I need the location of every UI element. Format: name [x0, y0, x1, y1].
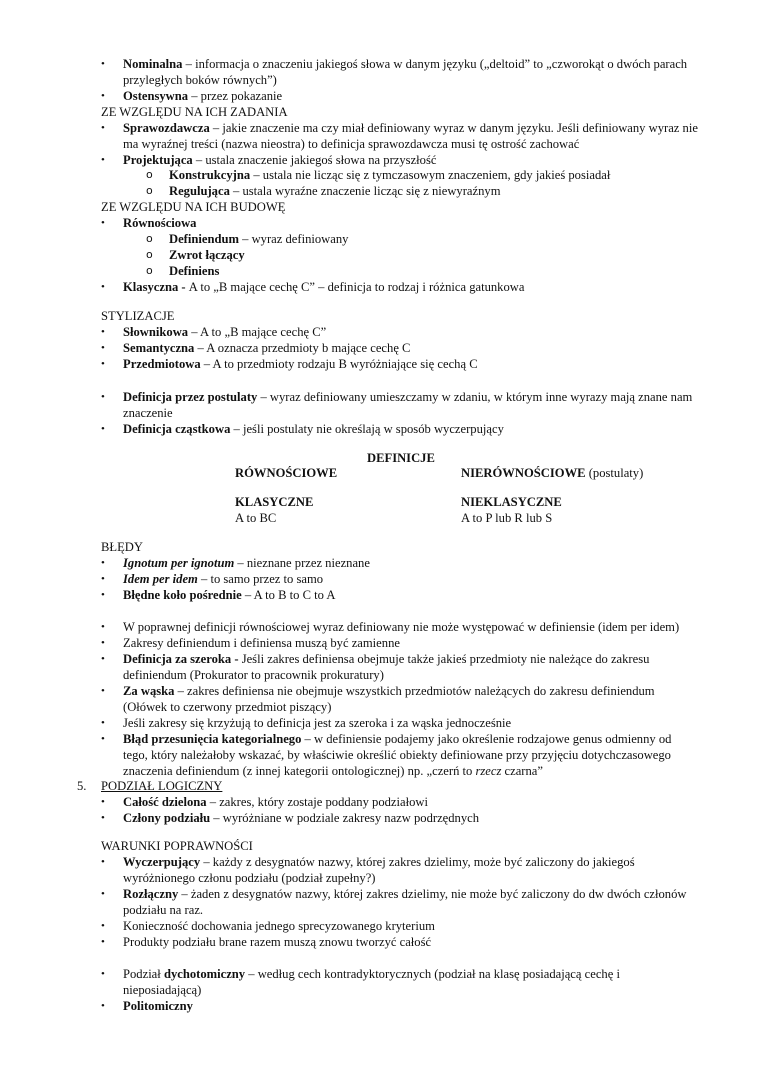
- list-item: Projektująca – ustala znaczenie jakiegoś słowa na przyszłość: [123, 153, 437, 167]
- list-item-continuation: znaczenia definiendum (z innej kategorii ontologicznej) np. „czerń to rzecz czarna”: [123, 764, 543, 778]
- table-cell: A to BC: [235, 511, 277, 525]
- section-heading: STYLIZACJE: [101, 309, 175, 323]
- list-item-continuation: ma wyraźnej treści (nazwa nieostra) to definicja sprawozdawcza musi tę ostrość zachować: [123, 137, 580, 151]
- bullet: •: [101, 717, 105, 729]
- section-heading: ZE WZGLĘDU NA ICH ZADANIA: [101, 105, 288, 119]
- list-item: Wyczerpujący – każdy z desygnatów nazwy, której zakres dzielimy, może być zaliczony do jakiegoś: [123, 855, 635, 869]
- list-item: W poprawnej definicji równościowej wyraz definiowany nie może występować w definiensie (idem per idem): [123, 620, 680, 634]
- bullet: •: [101, 733, 105, 745]
- bullet: •: [101, 358, 105, 370]
- list-item: Ignotum per ignotum – nieznane przez nieznane: [123, 556, 370, 570]
- bullet: •: [101, 856, 105, 868]
- list-item-continuation: (Ołówek to czerwony przedmiot piszący): [123, 700, 332, 714]
- list-item: Podział dychotomiczny – według cech kontradyktorycznych (podział na klasę posiadającą cechę i: [123, 967, 620, 981]
- list-item-continuation: tego, który należałoby wskazać, by właściwie określić obiekty definiowane przy przyjęciu dotychczasowego: [123, 748, 671, 762]
- section-heading: PODZIAŁ LOGICZNY: [101, 779, 223, 793]
- list-item: Produkty podziału brane razem muszą znowu tworzyć całość: [123, 935, 432, 949]
- list-item: Jeśli zakresy się krzyżują to definicja jest za szeroka i za wąska jednocześnie: [123, 716, 512, 730]
- bullet: •: [101, 342, 105, 354]
- list-item-continuation: nieposiadającą): [123, 983, 202, 997]
- list-item: Człony podziału – wyróżniane w podziale zakresy nazw podrzędnych: [123, 811, 480, 825]
- bullet: •: [101, 888, 105, 900]
- sub-bullet: o: [146, 232, 153, 245]
- bullet: •: [101, 217, 105, 229]
- list-item: Za wąska – zakres definiensa nie obejmuje wszystkich przedmiotów należących do zakresu definiendum: [123, 684, 655, 698]
- list-item: Konieczność dochowania jednego sprecyzowanego kryterium: [123, 919, 435, 933]
- list-item-continuation: znaczenie: [123, 406, 173, 420]
- bullet: •: [101, 920, 105, 932]
- bullet: •: [101, 812, 105, 824]
- list-item: Politomiczny: [123, 999, 193, 1013]
- bullet: •: [101, 1000, 105, 1012]
- list-item: Słownikowa – A to „B mające cechę C”: [123, 325, 327, 339]
- list-item: Błędne koło pośrednie – A to B to C to A: [123, 588, 336, 602]
- list-item-continuation: podziału na raz.: [123, 903, 204, 917]
- bullet: •: [101, 154, 105, 166]
- section-heading: ZE WZGLĘDU NA ICH BUDOWĘ: [101, 200, 286, 214]
- list-item-continuation: przyległych boków równych”): [123, 73, 277, 87]
- list-item: Zakresy definiendum i definiensa muszą być zamienne: [123, 636, 400, 650]
- list-item-continuation: definiendum (Prokurator to pracownik prokuratury): [123, 668, 384, 682]
- bullet: •: [101, 653, 105, 665]
- bullet: •: [101, 391, 105, 403]
- list-item: Sprawozdawcza – jakie znaczenie ma czy miał definiowany wyraz w danym języku. Jeśli definiowany wyraz nie: [123, 121, 698, 135]
- list-item: Ostensywna – przez pokazanie: [123, 89, 283, 103]
- list-item: Błąd przesunięcia kategorialnego – w definiensie podajemy jako określenie rodzajowe genus odmienny od: [123, 732, 672, 746]
- sub-bullet: o: [146, 184, 153, 197]
- section-heading: BŁĘDY: [101, 540, 143, 554]
- table-cell: NIEKLASYCZNE: [461, 495, 562, 509]
- table-title: DEFINICJE: [367, 451, 435, 465]
- sub-list-item: Konstrukcyjna – ustala nie licząc się z tymczasowym znaczeniem, gdy jakieś posiadał: [169, 168, 611, 182]
- list-item: Definicja cząstkowa – jeśli postulaty nie określają w sposób wyczerpujący: [123, 422, 504, 436]
- list-item: Definicja przez postulaty – wyraz definiowany umieszczamy w zdaniu, w którym inne wyrazy mają znane nam: [123, 390, 693, 404]
- sub-list-item: Definiendum – wyraz definiowany: [169, 232, 349, 246]
- list-item: Przedmiotowa – A to przedmioty rodzaju B wyróżniające się cechą C: [123, 357, 478, 371]
- sub-list-item: Zwrot łączący: [169, 248, 245, 262]
- table-cell: RÓWNOŚCIOWE: [235, 466, 338, 480]
- bullet: •: [101, 685, 105, 697]
- list-item: Równościowa: [123, 216, 197, 230]
- bullet: •: [101, 936, 105, 948]
- list-item: Nominalna – informacja o znaczeniu jakiegoś słowa w danym języku („deltoid” to „czworokąt o dwóch parach: [123, 57, 688, 71]
- list-item: Klasyczna - A to „B mające cechę C” – definicja to rodzaj i różnica gatunkowa: [123, 280, 525, 294]
- bullet: •: [101, 90, 105, 102]
- bullet: •: [101, 573, 105, 585]
- bullet: •: [101, 423, 105, 435]
- section-number: 5.: [77, 779, 87, 793]
- sub-bullet: o: [146, 248, 153, 261]
- sub-list-item: Definiens: [169, 264, 220, 278]
- bullet: •: [101, 796, 105, 808]
- list-item: Definicja za szeroka - Jeśli zakres definiensa obejmuje także jakieś przedmioty nie należące do zakresu: [123, 652, 650, 666]
- list-item: Rozłączny – żaden z desygnatów nazwy, której zakres dzielimy, nie może być zaliczony do dw dwóch członów: [123, 887, 687, 901]
- sub-list-item: Regulująca – ustala wyraźne znaczenie licząc się z niewyraźnym: [169, 184, 501, 198]
- bullet: •: [101, 621, 105, 633]
- bullet: •: [101, 557, 105, 569]
- bullet: •: [101, 968, 105, 980]
- table-cell: A to P lub R lub S: [461, 511, 553, 525]
- bullet: •: [101, 589, 105, 601]
- bullet: •: [101, 58, 105, 70]
- sub-bullet: o: [146, 264, 153, 277]
- bullet: •: [101, 326, 105, 338]
- list-item: Idem per idem – to samo przez to samo: [123, 572, 324, 586]
- bullet: •: [101, 122, 105, 134]
- list-item-continuation: wyróżnionego członu podziału (podział zupełny?): [123, 871, 376, 885]
- list-item: Semantyczna – A oznacza przedmioty b mające cechę C: [123, 341, 411, 355]
- bullet: •: [101, 637, 105, 649]
- bullet: •: [101, 281, 105, 293]
- section-heading: WARUNKI POPRAWNOŚCI: [101, 839, 253, 853]
- table-cell: NIERÓWNOŚCIOWE (postulaty): [461, 466, 644, 480]
- list-item: Całość dzielona – zakres, który zostaje poddany podziałowi: [123, 795, 428, 809]
- table-cell: KLASYCZNE: [235, 495, 314, 509]
- sub-bullet: o: [146, 168, 153, 181]
